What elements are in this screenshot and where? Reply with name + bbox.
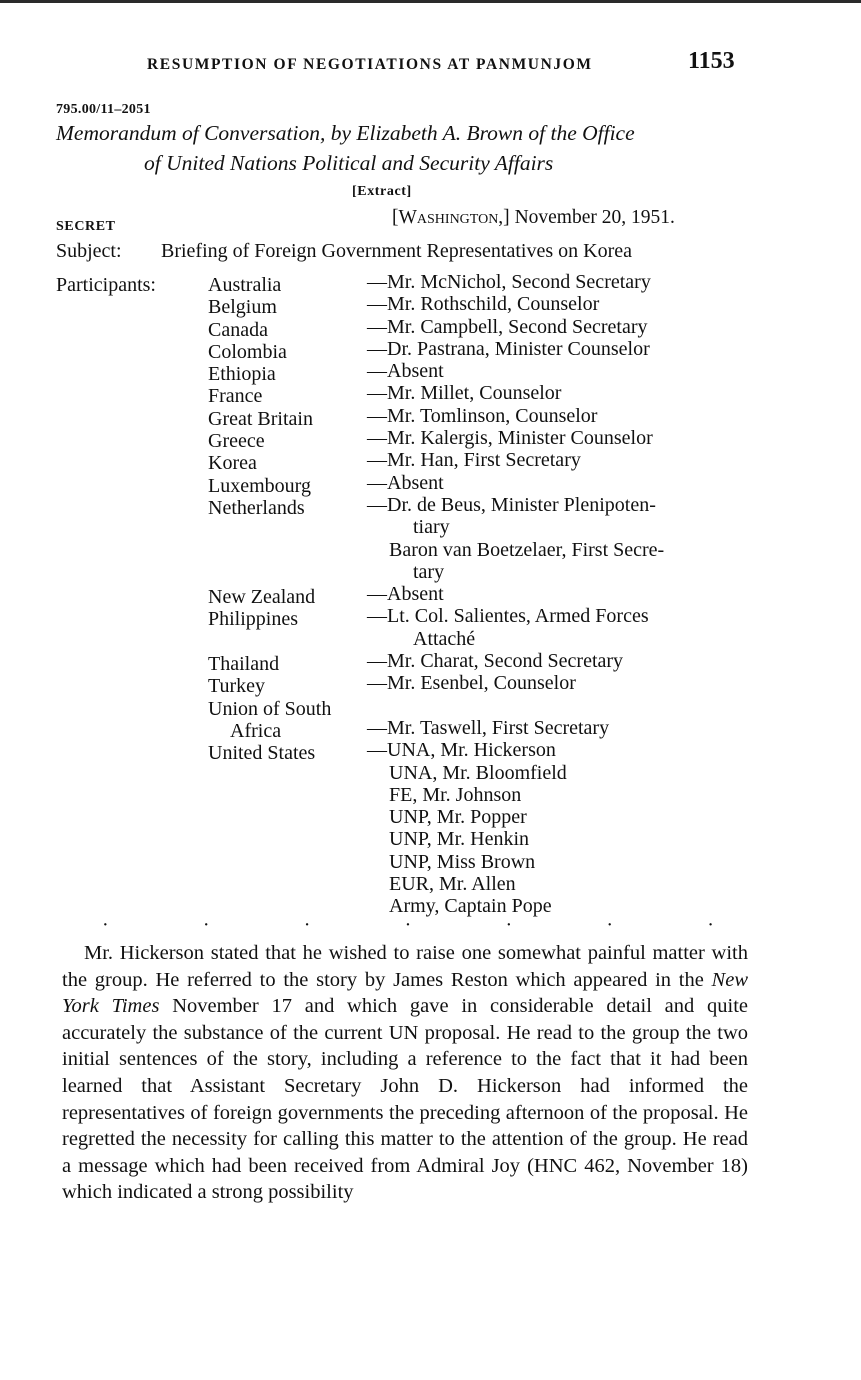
country: Turkey bbox=[208, 675, 266, 698]
country: New Zealand bbox=[208, 586, 316, 609]
classification-marking: SECRET bbox=[56, 219, 116, 234]
ellipsis-dot: · bbox=[707, 914, 714, 936]
representative: —Mr. Charat, Second Secretary bbox=[367, 650, 624, 673]
ellipsis-dot: · bbox=[606, 914, 614, 936]
document-title bbox=[56, 118, 756, 178]
country: Korea bbox=[208, 452, 257, 475]
representative: —Dr. de Beus, Minister Plenipoten- bbox=[367, 493, 656, 516]
dateline bbox=[392, 207, 675, 229]
country: Greece bbox=[208, 430, 265, 453]
representative: —Lt. Col. Salientes, Armed Forces bbox=[367, 605, 649, 628]
representative: —Mr. Millet, Counselor bbox=[367, 382, 562, 405]
subject-text: Briefing of Foreign Government Representatives on Korea bbox=[161, 240, 632, 262]
spacer-line bbox=[208, 564, 331, 586]
representative: —Mr. Taswell, First Secretary bbox=[367, 716, 610, 739]
country: Australia bbox=[208, 274, 282, 296]
country: Thailand bbox=[208, 653, 280, 676]
representative: tary bbox=[413, 560, 445, 583]
representative: UNA, Mr. Bloomfield bbox=[389, 761, 567, 784]
representative: UNP, Miss Brown bbox=[389, 850, 536, 873]
country: Canada bbox=[208, 318, 268, 341]
title-line-1: Memorandum of Conversation, by Elizabeth A. Brown of the Office bbox=[56, 121, 635, 145]
country: Belgium bbox=[208, 296, 277, 319]
representative: Baron van Boetzelaer, First Secre- bbox=[389, 538, 665, 561]
newspaper-title: New York Times bbox=[62, 968, 748, 1018]
country: Netherlands bbox=[208, 496, 305, 519]
country: Luxembourg bbox=[208, 474, 311, 497]
representative: —Absent bbox=[367, 583, 444, 606]
subject-label: Subject: bbox=[56, 240, 122, 262]
country: United States bbox=[208, 742, 316, 765]
country: Philippines bbox=[208, 608, 299, 631]
dateline-place: [Washington,] bbox=[392, 207, 510, 228]
running-header: RESUMPTION OF NEGOTIATIONS AT PANMUNJOM bbox=[147, 56, 593, 73]
body-paragraph: Mr. Hickerson stated that he wished to raise one somewhat painful matter with the group. He referred to the story by James Reston which appeared in the New York Times November 17 and which gave in considerable detail and quite accurately the substance of the current UN proposal. He read to the group the two initial sentences of the story, including a reference to the fact that it had been learned that Assistant Secretary John D. Hickerson had informed the representatives of foreign governments the preceding afternoon of the proposal. He regretted the necessity for calling this matter to the attention of the group. He read a message which had been received from Admiral Joy (HNC 462, November 18) which indicated a strong possibility bbox=[62, 942, 748, 1204]
representative: —Mr. Kalergis, Minister Counselor bbox=[367, 427, 653, 450]
representative: —Mr. Han, First Secretary bbox=[367, 449, 581, 472]
spacer-line bbox=[367, 695, 664, 717]
spacer-line bbox=[208, 519, 331, 541]
scan-edge bbox=[0, 0, 861, 3]
representative: UNP, Mr. Henkin bbox=[389, 828, 530, 851]
ellipsis-dot: · bbox=[102, 914, 109, 936]
country: France bbox=[208, 385, 263, 408]
representative: —Mr. Tomlinson, Counselor bbox=[367, 404, 598, 427]
representative: —Mr. Esenbel, Counselor bbox=[367, 672, 576, 695]
representative: —Mr. Rothschild, Counselor bbox=[367, 293, 600, 316]
page-number: 1153 bbox=[688, 48, 735, 74]
representative: EUR, Mr. Allen bbox=[389, 873, 516, 896]
participants-countries bbox=[208, 274, 331, 765]
spacer-line bbox=[208, 542, 331, 564]
representative: UNP, Mr. Popper bbox=[389, 806, 527, 829]
ellipsis-dot: · bbox=[505, 914, 513, 936]
representative: —Absent bbox=[367, 471, 444, 494]
country: Africa bbox=[230, 719, 282, 742]
representative: Attaché bbox=[413, 627, 476, 650]
representative: Army, Captain Pope bbox=[389, 895, 552, 918]
spacer-line bbox=[208, 631, 331, 653]
representative: —Mr. Campbell, Second Secretary bbox=[367, 315, 648, 338]
participants-representatives bbox=[367, 271, 664, 918]
ellipsis-dot: · bbox=[404, 914, 412, 936]
file-number: 795.00/11–2051 bbox=[56, 102, 151, 117]
omission-ellipsis bbox=[102, 914, 714, 937]
representative: tiary bbox=[413, 516, 450, 539]
ellipsis-dot: · bbox=[202, 914, 210, 936]
title-line-2: of United Nations Political and Security Affairs bbox=[144, 151, 554, 175]
representative: FE, Mr. Johnson bbox=[389, 783, 522, 806]
country: Ethiopia bbox=[208, 363, 276, 386]
country: Union of South bbox=[208, 697, 332, 720]
country: Colombia bbox=[208, 340, 287, 363]
representative: —Absent bbox=[367, 360, 444, 383]
country: Great Britain bbox=[208, 407, 313, 430]
dateline-date: November 20, 1951. bbox=[514, 207, 675, 228]
representative: —Mr. McNichol, Second Secretary bbox=[367, 271, 651, 293]
participants-label: Participants: bbox=[56, 274, 156, 296]
subject-line bbox=[56, 240, 632, 263]
representative: —UNA, Mr. Hickerson bbox=[367, 739, 556, 762]
ellipsis-dot: · bbox=[303, 914, 311, 936]
extract-note: [Extract] bbox=[352, 184, 412, 199]
representative: —Dr. Pastrana, Minister Counselor bbox=[367, 337, 650, 360]
